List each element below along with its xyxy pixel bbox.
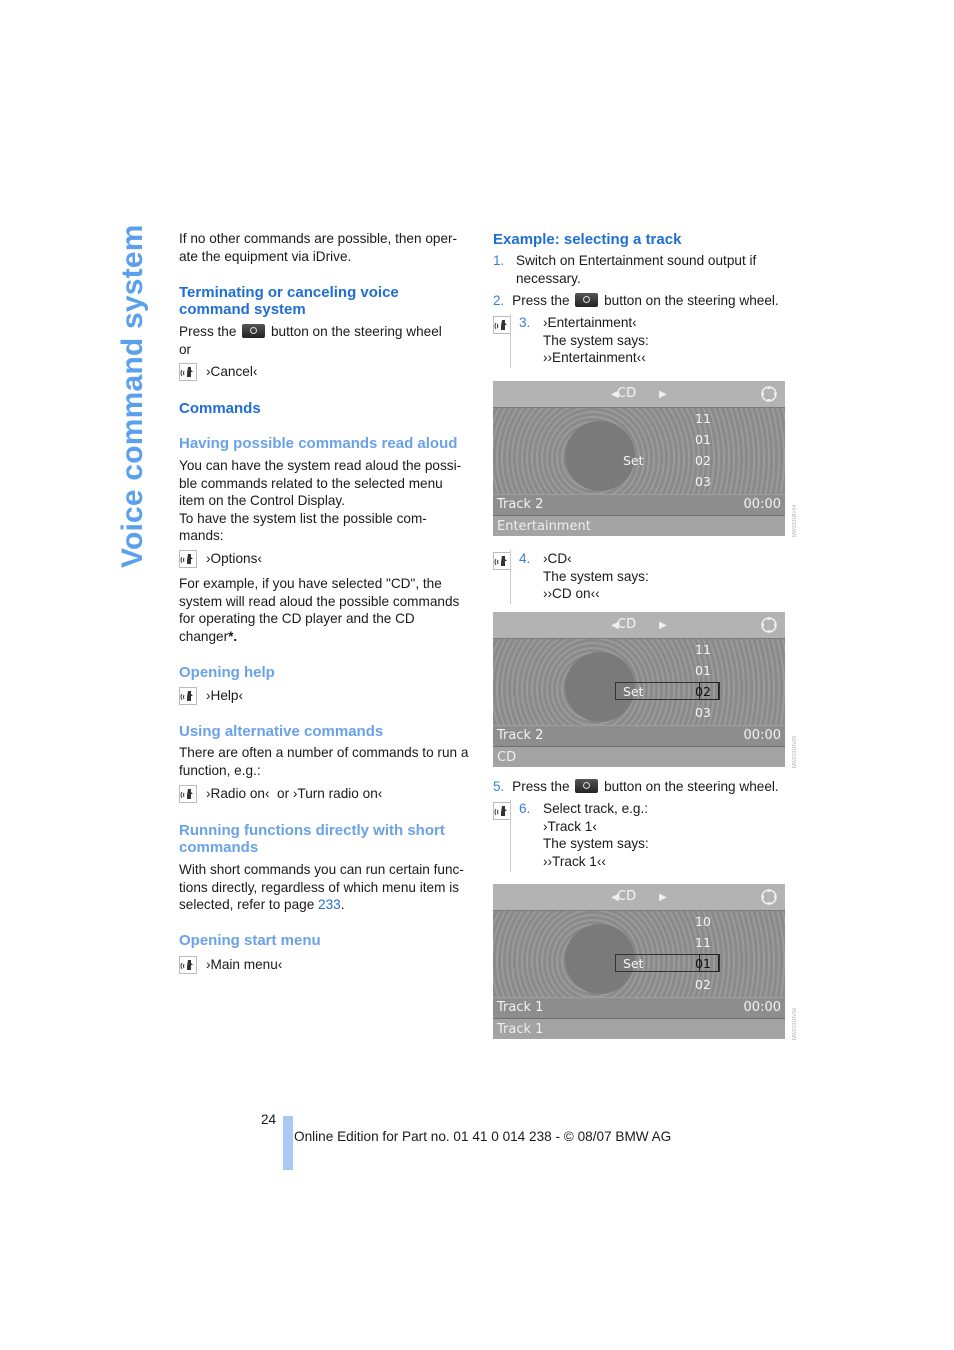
voice-command-icon bbox=[179, 550, 197, 568]
track-number: 10 bbox=[695, 914, 711, 929]
screen-status-bar bbox=[493, 746, 785, 767]
track-number: 11 bbox=[695, 935, 711, 950]
alternative-heading: Using alternative commands bbox=[179, 723, 384, 740]
status-text: Entertainment bbox=[497, 519, 591, 534]
heading-line: command system bbox=[179, 301, 306, 318]
image-code: MW2331BV05 bbox=[792, 735, 798, 768]
voice-command-icon bbox=[179, 956, 197, 974]
screen-status-bar bbox=[493, 515, 785, 536]
or-text: or bbox=[179, 342, 192, 357]
track-number: 02 bbox=[695, 453, 711, 468]
body-line: To have the system list the possible com- bbox=[179, 510, 427, 526]
controller-icon bbox=[759, 615, 779, 635]
system-reply: ››Track 1‹‹ bbox=[543, 853, 606, 869]
track-number: 03 bbox=[695, 705, 711, 720]
step-line: necessary. bbox=[516, 270, 581, 286]
body-line: system will read aloud the possible commands bbox=[179, 593, 460, 609]
step-text: button on the steering wheel. bbox=[604, 779, 779, 794]
current-track: Track 1 bbox=[497, 1000, 544, 1015]
step-number: 2. bbox=[493, 293, 505, 308]
steering-voice-button-icon bbox=[575, 779, 598, 793]
voice-command-icon bbox=[179, 687, 197, 705]
terminating-heading bbox=[179, 284, 399, 318]
command-text: ›CD‹ bbox=[543, 551, 572, 566]
period: . bbox=[340, 897, 345, 913]
screen-source: CD bbox=[617, 889, 637, 904]
system-says: The system says: bbox=[543, 568, 649, 584]
optional-equipment-asterisk: *. bbox=[228, 628, 238, 644]
body-line: mands: bbox=[179, 528, 224, 544]
body-line: item on the Control Display. bbox=[179, 493, 345, 509]
screen-info-bar bbox=[493, 494, 785, 515]
step-2 bbox=[493, 292, 779, 310]
press-text: button on the steering wheel bbox=[270, 324, 442, 339]
screen-body bbox=[493, 408, 785, 494]
read-aloud-body bbox=[179, 457, 461, 545]
intro-paragraph bbox=[179, 230, 457, 265]
arrow-right-icon: ▶ bbox=[659, 892, 667, 903]
arrow-right-icon: ▶ bbox=[659, 389, 667, 400]
arrow-left-icon: ◀ bbox=[611, 389, 619, 400]
body-line: tions directly, regardless of which menu item is bbox=[179, 879, 460, 895]
body-line: With short commands you can run certain func- bbox=[179, 862, 464, 877]
step-number: 3. bbox=[519, 315, 531, 330]
side-title bbox=[116, 224, 156, 572]
idrive-screen-track bbox=[493, 884, 785, 1039]
step-4 bbox=[493, 550, 793, 606]
command-text: ›Radio on‹ or ›Turn radio on‹ bbox=[206, 786, 383, 801]
screen-body bbox=[493, 639, 785, 725]
command-text: ›Options‹ bbox=[206, 551, 262, 566]
intro-line: If no other commands are possible, then oper- bbox=[179, 231, 458, 246]
system-reply: ››CD on‹‹ bbox=[543, 586, 600, 602]
track-time: 00:00 bbox=[743, 728, 781, 743]
press-text: Press the bbox=[179, 324, 237, 339]
screen-topbar bbox=[493, 381, 785, 408]
footer-accent-bar bbox=[283, 1116, 293, 1170]
screen-source: CD bbox=[617, 617, 637, 632]
heading-line: Running functions directly with short bbox=[179, 822, 445, 839]
terminating-press bbox=[179, 323, 442, 341]
screen-info-bar bbox=[493, 997, 785, 1018]
image-code: MW2331BV04 bbox=[792, 504, 798, 537]
set-label: Set bbox=[623, 684, 644, 699]
track-time: 00:00 bbox=[743, 497, 781, 512]
screen-source: CD bbox=[617, 386, 637, 401]
screen-body bbox=[493, 911, 785, 997]
screen-info-bar bbox=[493, 725, 785, 746]
arrow-left-icon: ◀ bbox=[611, 892, 619, 903]
track-number: 11 bbox=[695, 411, 711, 426]
track-number: 01 bbox=[695, 663, 711, 678]
heading-line: Terminating or canceling voice bbox=[179, 284, 399, 301]
alternative-body bbox=[179, 744, 468, 779]
commands-heading: Commands bbox=[179, 400, 261, 417]
controller-icon bbox=[759, 887, 779, 907]
arrow-left-icon: ◀ bbox=[611, 620, 619, 631]
screen-topbar bbox=[493, 612, 785, 639]
step-6 bbox=[493, 800, 793, 874]
track-number: 11 bbox=[695, 642, 711, 657]
image-code: MW2331BV06 bbox=[792, 1007, 798, 1040]
step-text: Press the bbox=[512, 779, 570, 794]
set-label: Set bbox=[623, 453, 644, 468]
step-text: button on the steering wheel. bbox=[604, 293, 779, 308]
page-link[interactable]: 233 bbox=[318, 897, 341, 913]
body-line: For example, if you have selected "CD", the bbox=[179, 576, 442, 591]
body-line: function, e.g.: bbox=[179, 762, 261, 778]
track-number-selected: 01 bbox=[695, 956, 711, 971]
status-text: Track 1 bbox=[497, 1022, 544, 1037]
track-time: 00:00 bbox=[743, 1000, 781, 1015]
start-menu-heading: Opening start menu bbox=[179, 932, 321, 949]
body-line: selected, refer to page bbox=[179, 897, 319, 913]
set-label: Set bbox=[623, 956, 644, 971]
step-line: Switch on Entertainment sound output if bbox=[516, 253, 757, 268]
body-line: There are often a number of commands to run a bbox=[179, 745, 469, 760]
screen-topbar bbox=[493, 884, 785, 911]
system-says: The system says: bbox=[543, 836, 649, 852]
status-text: CD bbox=[497, 750, 517, 765]
steering-voice-button-icon bbox=[242, 324, 265, 338]
help-heading: Opening help bbox=[179, 664, 275, 681]
step-text: Press the bbox=[512, 293, 570, 308]
body-line: You can have the system read aloud the possi- bbox=[179, 458, 462, 473]
command-text: ›Entertainment‹ bbox=[543, 315, 637, 330]
step-number: 4. bbox=[519, 551, 531, 566]
voice-command-icon bbox=[493, 802, 511, 820]
idrive-screen-entertainment bbox=[493, 381, 785, 536]
command-text: ›Main menu‹ bbox=[206, 957, 283, 972]
voice-command-icon bbox=[493, 552, 511, 570]
body-line: ble commands related to the selected menu bbox=[179, 475, 443, 491]
current-track: Track 2 bbox=[497, 497, 544, 512]
steering-voice-button-icon bbox=[575, 293, 598, 307]
intro-line: ate the equipment via iDrive. bbox=[179, 248, 352, 264]
heading-line: commands bbox=[179, 839, 259, 856]
track-number: 03 bbox=[695, 474, 711, 489]
page-number: 24 bbox=[261, 1112, 277, 1127]
step-number: 5. bbox=[493, 779, 505, 794]
command-text: ›Help‹ bbox=[206, 688, 244, 703]
body-line: changer bbox=[179, 628, 229, 644]
step-text: Select track, e.g.: bbox=[543, 801, 649, 816]
controller-icon bbox=[759, 384, 779, 404]
edition-footer: Online Edition for Part no. 01 41 0 014 238 - © 08/07 BMW AG bbox=[294, 1129, 672, 1144]
track-number: 02 bbox=[695, 977, 711, 992]
step-number: 6. bbox=[519, 801, 531, 816]
command-text: ›Track 1‹ bbox=[543, 818, 597, 834]
read-aloud-heading: Having possible commands read aloud bbox=[179, 435, 458, 452]
voice-command-icon bbox=[493, 316, 511, 334]
step-number: 1. bbox=[493, 253, 505, 268]
arrow-right-icon: ▶ bbox=[659, 620, 667, 631]
voice-command-icon bbox=[179, 785, 197, 803]
side-title-text: Voice command system bbox=[116, 224, 149, 568]
current-track: Track 2 bbox=[497, 728, 544, 743]
screen-status-bar bbox=[493, 1018, 785, 1039]
read-aloud-example bbox=[179, 575, 459, 645]
example-heading: Example: selecting a track bbox=[493, 231, 682, 248]
step-3 bbox=[493, 314, 793, 370]
track-number: 01 bbox=[695, 432, 711, 447]
voice-command-icon bbox=[179, 363, 197, 381]
step-5 bbox=[493, 778, 779, 796]
short-commands-body bbox=[179, 861, 464, 914]
idrive-screen-cd bbox=[493, 612, 785, 767]
body-line: for operating the CD player and the CD bbox=[179, 611, 415, 627]
track-number-selected: 02 bbox=[695, 684, 711, 699]
system-says: The system says: bbox=[543, 332, 649, 348]
system-reply: ››Entertainment‹‹ bbox=[543, 350, 646, 366]
short-commands-heading bbox=[179, 822, 445, 856]
command-text: ›Cancel‹ bbox=[206, 364, 258, 379]
